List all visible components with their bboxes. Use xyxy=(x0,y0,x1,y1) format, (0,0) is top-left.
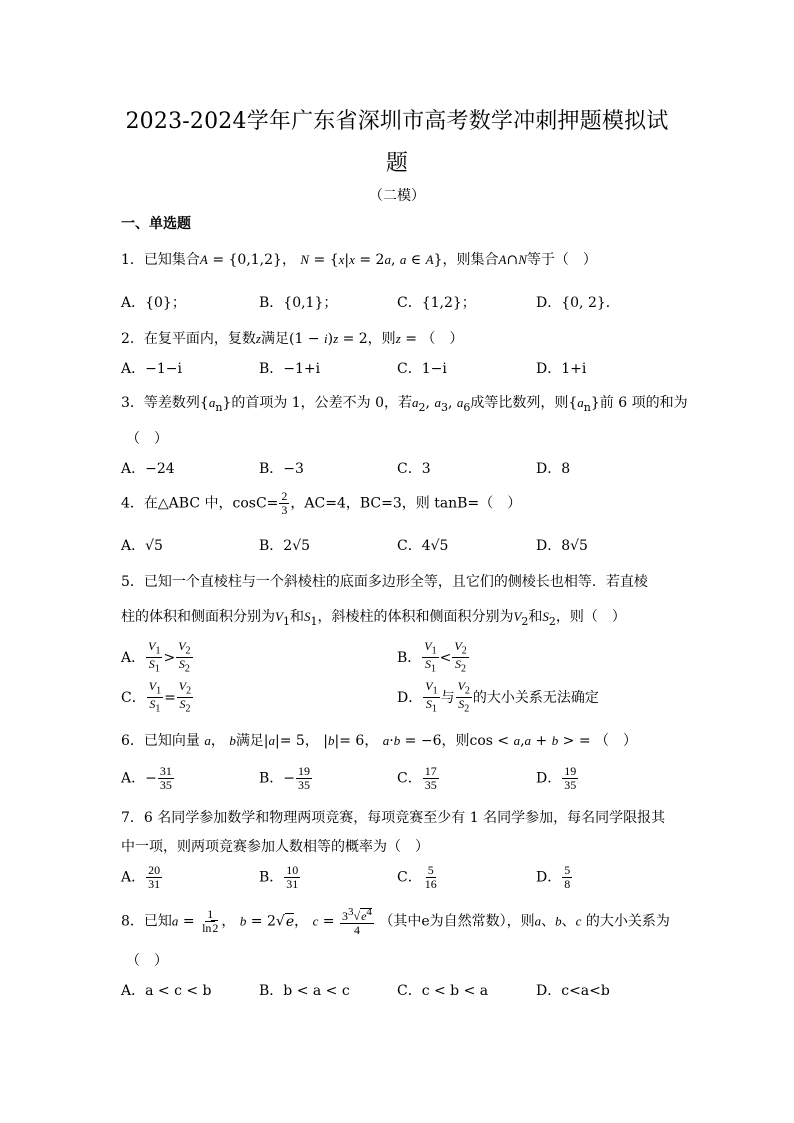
question-6-option-d[interactable]: D． $\frac{19}{35}$ xyxy=(536,764,577,792)
question-4-option-a[interactable]: A．√5 xyxy=(121,538,163,554)
question-7-stem: 7．6 名同学参加数学和物理两项竞赛，每项竞赛至少有 1 名同学参加，每名同学限报其 xyxy=(121,810,666,826)
question-2-option-c[interactable]: C．1−i xyxy=(397,361,447,377)
question-5-stem-cont: 柱的体积和侧面积分别为$V_1$和$S_1$，斜棱柱的体积和侧面积分别为$V_2$和$S_2$，则（ ） xyxy=(121,609,626,628)
question-3-option-b[interactable]: B．−3 xyxy=(259,461,304,477)
question-5-option-d[interactable]: D． $\frac{V_1}{S_1}$ 与 $\frac{V_2}{S_2}$ 的大小关系无法确定 xyxy=(397,679,599,715)
question-8-stem: 8．已知a = $\frac{1}{\ln 2}$ ， b = 2√e， c = $\frac{3^3√e^4}{4}$ （其中e为自然常数），则a、b、c 的大小关系为 xyxy=(121,906,670,937)
question-8-option-a[interactable]: A．a < c < b xyxy=(121,983,212,999)
question-4-option-d[interactable]: D．8√5 xyxy=(536,538,588,554)
question-8-option-c[interactable]: C．c < b < a xyxy=(397,983,489,999)
question-7-stem-cont: 中一项，则两项竞赛参加人数相等的概率为（ ） xyxy=(121,839,429,855)
question-1-stem: 1．已知集合A = {0,1,2}， N = {x|x = 2a, a ∈ A}，则集合A∩N等于（ ） xyxy=(121,252,597,268)
question-3-option-d[interactable]: D．8 xyxy=(536,461,571,477)
question-8-option-d[interactable]: D．c<a<b xyxy=(536,983,610,999)
question-6-option-a[interactable]: A．− $\frac{31}{35}$ xyxy=(121,764,172,792)
question-3-stem: 3．等差数列$\{a_n\}$的首项为 1，公差不为 0，若$a_2$, $a_3$, $a_6$成等比数列，则$\{a_n\}$前 6 项的和为 xyxy=(121,395,688,414)
question-6-option-b[interactable]: B．− $\frac{19}{35}$ xyxy=(259,764,311,792)
question-4-option-c[interactable]: C．4√5 xyxy=(397,538,449,554)
question-2-option-d[interactable]: D．1+i xyxy=(536,361,587,377)
question-3-option-c[interactable]: C．3 xyxy=(397,461,431,477)
question-5-option-c[interactable]: C． $\frac{V_1}{S_1}$ = $\frac{V_2}{S_2}$ xyxy=(121,679,192,715)
question-1-option-b[interactable]: B．{0,1}； xyxy=(259,295,338,311)
question-8-option-b[interactable]: B．b < a < c xyxy=(259,983,350,999)
question-1-option-d[interactable]: D．{0, 2}． xyxy=(536,295,620,311)
question-8-stem-tail: （ ） xyxy=(126,953,168,969)
question-3-option-a[interactable]: A．−24 xyxy=(121,461,175,477)
section-heading: 一、单选题 xyxy=(121,216,191,232)
question-7-option-b[interactable]: B． $\frac{10}{31}$ xyxy=(259,863,299,891)
page-subtitle: （二模） xyxy=(369,188,425,204)
question-7-option-a[interactable]: A． $\frac{20}{31}$ xyxy=(121,863,161,891)
question-1-option-a[interactable]: A．{0}； xyxy=(121,295,186,311)
question-5-stem: 5．已知一个直棱柱与一个斜棱柱的底面多边形全等，且它们的侧棱长也相等．若直棱 xyxy=(121,574,648,590)
question-4-option-b[interactable]: B．2√5 xyxy=(259,538,311,554)
question-6-stem: 6．已知向量 a， b满足|a|= 5， |b|= 6， a·b = −6，则cos < a,a + b > = （ ） xyxy=(121,733,637,749)
question-7-option-c[interactable]: C． $\frac{5}{16}$ xyxy=(397,863,437,891)
question-5-option-a[interactable]: A． $\frac{V_1}{S_1}$ > $\frac{V_2}{S_2}$ xyxy=(121,639,191,675)
page-title: 2023-2024学年广东省深圳市高考数学冲刺押题模拟试 xyxy=(125,109,669,134)
question-2-option-b[interactable]: B．−1+i xyxy=(259,361,321,377)
page-title-continued: 题 xyxy=(385,151,409,176)
question-4-stem: 4．在△ABC 中，cosC= $\frac{2}{3}$ ，AC=4，BC=3，则 tanB=（ ） xyxy=(121,489,522,517)
question-3-stem-tail: （ ） xyxy=(126,431,168,447)
question-1-option-c[interactable]: C．{1,2}； xyxy=(397,295,476,311)
question-7-option-d[interactable]: D． $\frac{5}{8}$ xyxy=(536,863,571,891)
question-2-stem: 2．在复平面内，复数z满足(1 − i)z = 2，则z = （ ） xyxy=(121,331,464,347)
question-6-option-c[interactable]: C． $\frac{17}{35}$ xyxy=(397,764,437,792)
question-5-option-b[interactable]: B． $\frac{V_1}{S_1}$ < $\frac{V_2}{S_2}$ xyxy=(397,639,467,675)
question-2-option-a[interactable]: A．−1−i xyxy=(121,361,182,377)
